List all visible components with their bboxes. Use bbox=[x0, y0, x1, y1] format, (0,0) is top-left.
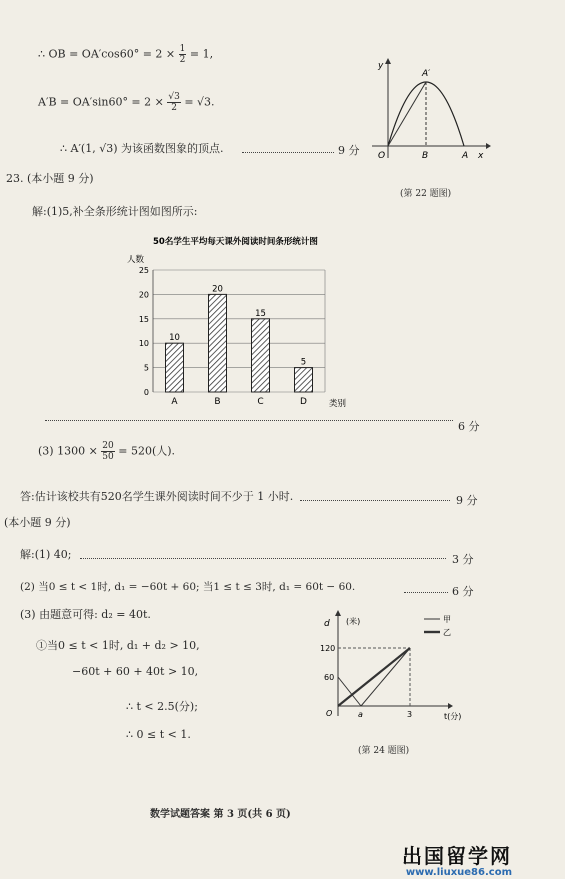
fraction-numerator: √3 bbox=[168, 92, 180, 102]
bar-value-label: 5 bbox=[300, 357, 307, 368]
legend-jia: 甲 bbox=[443, 615, 451, 624]
q22-parabola-figure bbox=[366, 58, 491, 163]
label-60: 60 bbox=[324, 673, 335, 682]
q24-header: (本小题 9 分) bbox=[4, 516, 71, 529]
label-a: a bbox=[358, 710, 363, 719]
bar-d bbox=[295, 368, 313, 392]
bar-a bbox=[166, 343, 184, 392]
q22-line1-end: = 1, bbox=[186, 47, 214, 61]
bar-value-label: 15 bbox=[255, 308, 266, 319]
q23-header: 23. (本小题 9 分) bbox=[6, 172, 94, 185]
y-tick-label: 20 bbox=[138, 290, 149, 300]
q23-score-1: 6 分 bbox=[458, 420, 480, 433]
watermark-cn: 出国留学网 bbox=[402, 844, 512, 868]
bar-value-label: 20 bbox=[212, 284, 223, 295]
label-120: 120 bbox=[320, 644, 336, 653]
legend-yi: 乙 bbox=[443, 628, 451, 637]
q22-score: 9 分 bbox=[338, 144, 360, 157]
q23-sol3-prefix: (3) 1300 × bbox=[38, 444, 102, 458]
dot-leader bbox=[242, 152, 334, 153]
q24-step-1: −60t + 60 + 40t > 10, bbox=[72, 665, 199, 678]
chart-xlabel: 类别 bbox=[329, 399, 347, 409]
fraction-numerator: 1 bbox=[179, 44, 186, 54]
chart-ylabel: 人数 bbox=[127, 255, 145, 265]
q24-figure-caption: (第 24 题图) bbox=[358, 746, 410, 756]
q24-case-1: ①当0 ≤ t < 1时, d₁ + d₂ > 10, bbox=[36, 639, 200, 652]
q24-distance-time-figure bbox=[318, 606, 478, 726]
q24-score-1: 3 分 bbox=[452, 553, 474, 566]
q22-line2 bbox=[38, 92, 215, 113]
line-yi bbox=[338, 648, 410, 706]
q24-step-3: ∴ 0 ≤ t < 1. bbox=[126, 728, 191, 741]
x-arrow-icon bbox=[448, 703, 453, 709]
label-d: d bbox=[324, 619, 330, 629]
x-tick-label: D bbox=[300, 397, 307, 407]
q22-line2-text: A′B = OA′sin60° = 2 × bbox=[38, 95, 168, 109]
dot-leader bbox=[80, 558, 446, 559]
q22-line1-text: ∴ OB = OA′cos60° = 2 × bbox=[38, 47, 179, 61]
bar-b bbox=[209, 294, 227, 392]
fraction-denominator: 2 bbox=[171, 103, 177, 113]
bar-c bbox=[252, 319, 270, 392]
q24-solution-1: 解:(1) 40; bbox=[20, 548, 72, 561]
watermark-logo bbox=[402, 840, 512, 878]
fraction bbox=[167, 92, 180, 113]
y-tick-label: 5 bbox=[143, 363, 149, 373]
x-arrow-icon bbox=[486, 143, 491, 149]
q24-solution-3: (3) 由题意可得: d₂ = 40t. bbox=[20, 608, 151, 621]
fraction bbox=[101, 441, 114, 462]
x-tick-label: A bbox=[171, 397, 178, 407]
oa-prime-line bbox=[388, 82, 426, 146]
bar-value-label: 10 bbox=[169, 333, 180, 344]
y-tick-label: 25 bbox=[138, 266, 149, 275]
label-3: 3 bbox=[407, 710, 413, 719]
label-a: A bbox=[462, 151, 469, 161]
fraction-numerator: 20 bbox=[102, 441, 114, 451]
q24-step-2: ∴ t < 2.5(分); bbox=[126, 700, 198, 713]
label-b: B bbox=[422, 151, 429, 161]
q23-score-2: 9 分 bbox=[456, 494, 478, 507]
q22-figure-caption: (第 22 题图) bbox=[400, 189, 452, 199]
label-t: t(分) bbox=[444, 712, 462, 721]
q24-solution-2: (2) 当0 ≤ t < 1时, d₁ = −60t + 60; 当1 ≤ t ≤ 3时, d₁ = 60t − 60. bbox=[20, 581, 356, 593]
x-tick-label: C bbox=[257, 397, 264, 407]
y-tick-label: 10 bbox=[138, 339, 149, 349]
fraction-denominator: 50 bbox=[102, 452, 114, 462]
y-tick-label: 15 bbox=[138, 314, 149, 324]
label-o: O bbox=[326, 709, 333, 718]
label-unit: (米) bbox=[346, 617, 361, 626]
watermark-url: www.liuxue86.com bbox=[405, 867, 512, 878]
line-jia-up bbox=[361, 648, 410, 706]
fraction-denominator: 2 bbox=[179, 55, 186, 65]
q22-line2-end: = √3. bbox=[180, 95, 215, 109]
bar-chart bbox=[125, 232, 355, 412]
y-arrow-icon bbox=[385, 58, 391, 64]
q23-solution-3 bbox=[38, 441, 175, 462]
label-o: O bbox=[378, 151, 386, 161]
dot-leader bbox=[404, 592, 448, 593]
dot-leader bbox=[300, 500, 450, 501]
q22-line3: ∴ A′(1, √3) 为该函数图象的顶点. bbox=[60, 142, 224, 155]
dot-leader bbox=[45, 420, 453, 421]
q23-sol3-end: = 520(人). bbox=[114, 444, 176, 458]
y-arrow-icon bbox=[335, 610, 341, 616]
label-x: x bbox=[478, 151, 484, 161]
label-y: y bbox=[378, 61, 384, 71]
q24-score-2: 6 分 bbox=[452, 585, 474, 598]
q22-line1 bbox=[38, 44, 213, 65]
label-a-prime: A′ bbox=[422, 69, 431, 79]
x-tick-label: B bbox=[214, 397, 221, 407]
q23-answer: 答:估计该校共有520名学生课外阅读时间不少于 1 小时. bbox=[20, 490, 294, 503]
y-tick-label: 0 bbox=[143, 388, 149, 397]
q23-solution-1: 解:(1)5,补全条形统计图如图所示: bbox=[32, 205, 198, 218]
chart-title: 50名学生平均每天课外阅读时间条形统计图 bbox=[153, 237, 318, 247]
page-footer: 数学试题答案 第 3 页(共 6 页) bbox=[150, 809, 291, 820]
